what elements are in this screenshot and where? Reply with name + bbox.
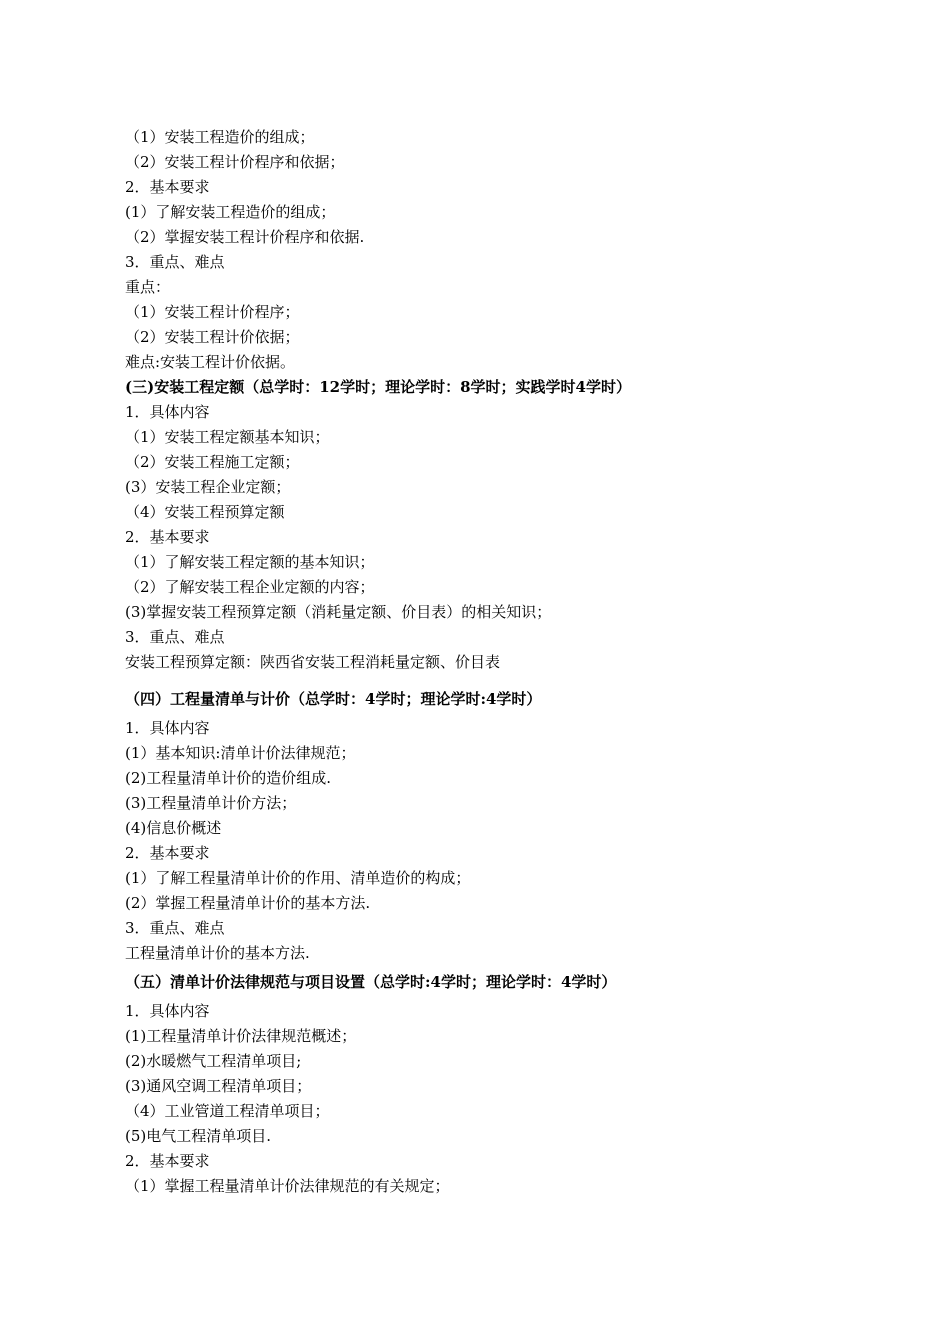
paragraph: 工程量清单计价的基本方法. bbox=[125, 944, 310, 962]
subheading: 2．基本要求 bbox=[125, 528, 210, 546]
list-item: (2)工程量清单计价的造价组成. bbox=[125, 769, 332, 787]
list-item: (1）了解工程量清单计价的作用、清单造价的构成； bbox=[125, 869, 471, 887]
list-item: （2）安装工程计价依据； bbox=[125, 328, 300, 346]
list-item: （1）了解安装工程定额的基本知识； bbox=[125, 553, 375, 571]
subheading: 1．具体内容 bbox=[125, 1002, 210, 1020]
subheading: 2．基本要求 bbox=[125, 1152, 210, 1170]
list-item: （1）安装工程造价的组成； bbox=[125, 128, 315, 146]
section-heading: （五）清单计价法律规范与项目设置（总学时:4学时；理论学时：4学时） bbox=[125, 973, 617, 991]
list-item: （1）安装工程定额基本知识； bbox=[125, 428, 330, 446]
list-item: (5)电气工程清单项目. bbox=[125, 1127, 272, 1145]
list-item: （2）安装工程施工定额； bbox=[125, 453, 300, 471]
list-item: (2）掌握工程量清单计价的基本方法. bbox=[125, 894, 371, 912]
list-item: （4）安装工程预算定额 bbox=[125, 503, 285, 521]
subheading: 3．重点、难点 bbox=[125, 253, 225, 271]
paragraph: 安装工程预算定额：陕西省安装工程消耗量定额、价目表 bbox=[125, 653, 501, 671]
list-item: (1）基本知识:清单计价法律规范； bbox=[125, 744, 356, 762]
subheading: 2．基本要求 bbox=[125, 844, 210, 862]
document-body bbox=[125, 125, 825, 1199]
list-item: （2）安装工程计价程序和依据； bbox=[125, 153, 345, 171]
list-item: (1）了解安装工程造价的组成； bbox=[125, 203, 336, 221]
section-heading: (三)安装工程定额（总学时：12学时；理论学时：8学时；实践学时4学时） bbox=[125, 378, 631, 396]
subheading: 3．重点、难点 bbox=[125, 919, 225, 937]
list-item: （2）掌握安装工程计价程序和依据. bbox=[125, 228, 365, 246]
list-item: (4)信息价概述 bbox=[125, 819, 222, 837]
list-item: (2)水暖燃气工程清单项目; bbox=[125, 1052, 302, 1070]
list-item: （1）安装工程计价程序； bbox=[125, 303, 300, 321]
subheading: 3．重点、难点 bbox=[125, 628, 225, 646]
paragraph: 难点:安装工程计价依据。 bbox=[125, 353, 296, 371]
subheading: 1．具体内容 bbox=[125, 719, 210, 737]
list-item: （4）工业管道工程清单项目； bbox=[125, 1102, 330, 1120]
list-item: (3)掌握安装工程预算定额（消耗量定额、价目表）的相关知识； bbox=[125, 603, 552, 621]
list-item: (3)工程量清单计价方法； bbox=[125, 794, 297, 812]
list-item: (3）安装工程企业定额； bbox=[125, 478, 291, 496]
list-item: (3)通风空调工程清单项目； bbox=[125, 1077, 312, 1095]
list-item: （1）掌握工程量清单计价法律规范的有关规定； bbox=[125, 1177, 450, 1195]
paragraph: 重点： bbox=[125, 278, 171, 296]
list-item: (1)工程量清单计价法律规范概述； bbox=[125, 1027, 357, 1045]
subheading: 2．基本要求 bbox=[125, 178, 210, 196]
subheading: 1．具体内容 bbox=[125, 403, 210, 421]
list-item: （2）了解安装工程企业定额的内容； bbox=[125, 578, 375, 596]
section-heading: （四）工程量清单与计价（总学时：4学时；理论学时:4学时） bbox=[125, 690, 542, 708]
